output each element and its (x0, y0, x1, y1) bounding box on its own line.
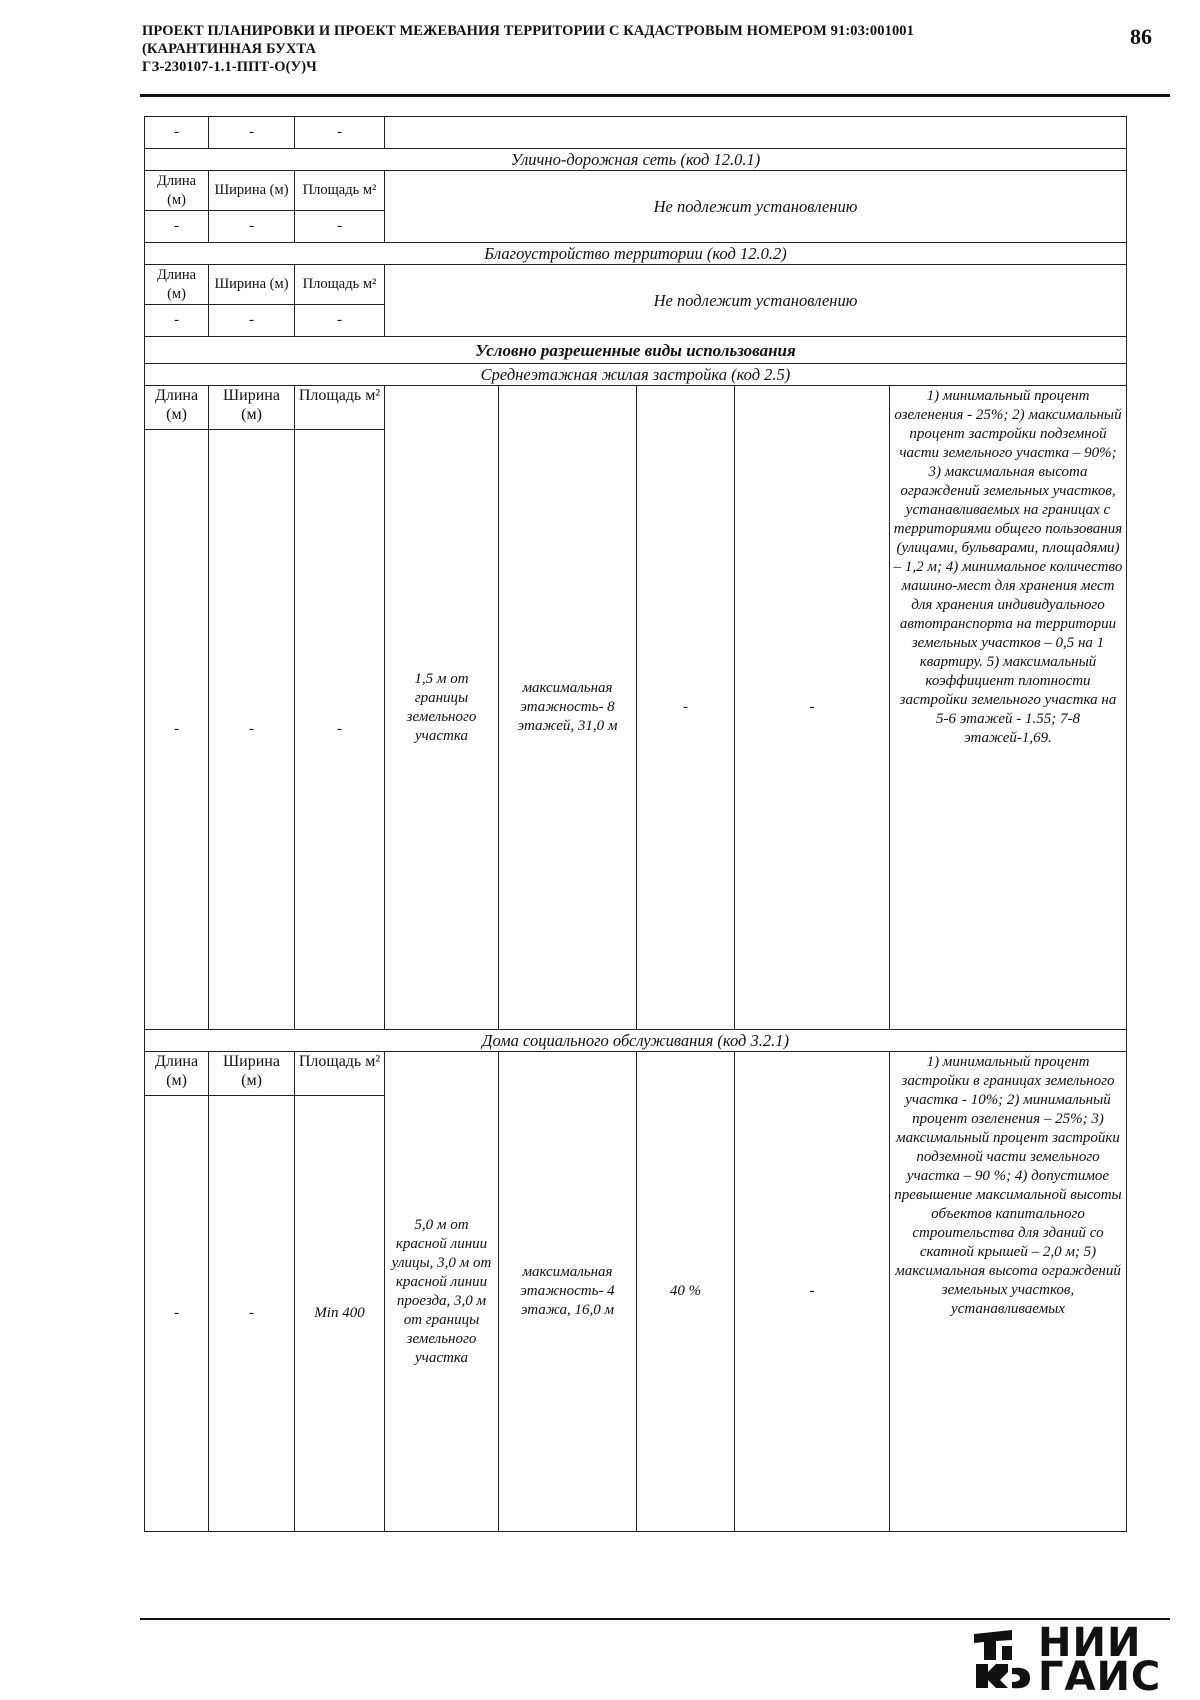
section-conditional-uses: Условно разрешенные виды использования (145, 337, 1127, 364)
cell-area: - (295, 430, 385, 1030)
cell-width: - (209, 117, 295, 149)
cell-length: - (145, 117, 209, 149)
cell-width: - (209, 430, 295, 1030)
footer-rule (140, 1618, 1170, 1620)
nii-gais-logo (972, 1620, 1172, 1700)
midrise-height: максимальная этажность- 8 этажей, 31,0 м (499, 386, 637, 1030)
cell-length: - (145, 430, 209, 1030)
table-row (145, 149, 1127, 171)
table-row (145, 337, 1127, 364)
header-title-line2: (КАРАНТИННАЯ БУХТА (142, 41, 317, 57)
logo-text-line1: НИИ (1038, 1620, 1142, 1666)
label-area: Площадь м² (295, 386, 385, 430)
label-length: Длина (м) (145, 171, 209, 211)
midrise-other: - (735, 386, 890, 1030)
cell-empty (385, 117, 1127, 149)
table-row (145, 386, 1127, 430)
label-area: Площадь м² (295, 265, 385, 305)
page-number: 86 (1130, 24, 1152, 49)
cell-area: - (295, 117, 385, 149)
label-length: Длина (м) (145, 386, 209, 430)
label-length: Длина (м) (145, 265, 209, 305)
social-coverage: 40 % (637, 1052, 735, 1532)
table-row (145, 265, 1127, 305)
section-street-network: Улично-дорожная сеть (код 12.0.1) (145, 149, 1127, 171)
cell-length: - (145, 305, 209, 337)
label-area: Площадь м² (295, 1052, 385, 1096)
table-row (145, 364, 1127, 386)
midrise-requirements: 1) минимальный процент озеленения - 25%; 2) максимальный процент застройки подземной части земельного участка – 90%; 3) максимальная высота ограждений земельных участков, устанавливаемых на границах с территориями общего пользования (улицами, бульварами, площадями) – 1,2 м; 4) минимальное количество машино-мест для хранения мест для хранения индивидуального автотранспорта на территории земельных участков – 0,5 на 1 квартиру. 5) максимальный коэффициент плотности застройки земельного участка на 5-6 этажей - 1.55; 7-8 этажей-1,69. (890, 386, 1127, 1030)
social-setback: 5,0 м от красной линии улицы, 3,0 м от красной линии проезда, 3,0 м от границы земельного участка (385, 1052, 499, 1532)
midrise-setback: 1,5 м от границы земельного участка (385, 386, 499, 1030)
cell-length: - (145, 211, 209, 243)
not-subject-note: Не подлежит установлению (385, 171, 1127, 243)
midrise-coverage: - (637, 386, 735, 1030)
label-area: Площадь м² (295, 171, 385, 211)
label-width: Ширина (м) (209, 265, 295, 305)
cell-width: - (209, 211, 295, 243)
header-rule (140, 94, 1170, 97)
table-row (145, 1030, 1127, 1052)
label-length: Длина (м) (145, 1052, 209, 1096)
label-width: Ширина (м) (209, 386, 295, 430)
not-subject-note: Не подлежит установлению (385, 265, 1127, 337)
section-social-homes: Дома социального обслуживания (код 3.2.1) (145, 1030, 1127, 1052)
section-midrise: Среднеэтажная жилая застройка (код 2.5) (145, 364, 1127, 386)
table-row (145, 171, 1127, 211)
cell-area: - (295, 305, 385, 337)
table-row (145, 1052, 1127, 1096)
header-doc-code: ГЗ-230107-1.1-ППТ-О(У)Ч (142, 59, 317, 75)
regulations-table (144, 116, 1127, 1532)
label-width: Ширина (м) (209, 171, 295, 211)
cell-width: - (209, 305, 295, 337)
header-title-line1: ПРОЕКТ ПЛАНИРОВКИ И ПРОЕКТ МЕЖЕВАНИЯ ТЕРРИТОРИИ С КАДАСТРОВЫМ НОМЕРОМ 91:03:001001 (142, 23, 915, 39)
table-row (145, 117, 1127, 149)
social-other: - (735, 1052, 890, 1532)
label-width: Ширина (м) (209, 1052, 295, 1096)
logo-text-line2: ГАИС (1038, 1654, 1162, 1700)
cell-length: - (145, 1096, 209, 1532)
cell-area: - (295, 211, 385, 243)
document-header (142, 22, 1102, 76)
section-landscaping: Благоустройство территории (код 12.0.2) (145, 243, 1127, 265)
social-height: максимальная этажность- 4 этажа, 16,0 м (499, 1052, 637, 1532)
cell-width: - (209, 1096, 295, 1532)
social-requirements: 1) минимальный процент застройки в границах земельного участка - 10%; 2) минимальный процент озеленения – 25%; 3) максимальный процент застройки подземной части земельного участка – 90 %; 4) допустимое превышение максимальной высоты объектов капитального строительства для зданий со скатной крышей – 2,0 м; 5) максимальная высота ограждений земельных участков, устанавливаемых (890, 1052, 1127, 1532)
logo-mark-icon (972, 1628, 1032, 1690)
social-area: Min 400 (295, 1096, 385, 1532)
table-row (145, 243, 1127, 265)
